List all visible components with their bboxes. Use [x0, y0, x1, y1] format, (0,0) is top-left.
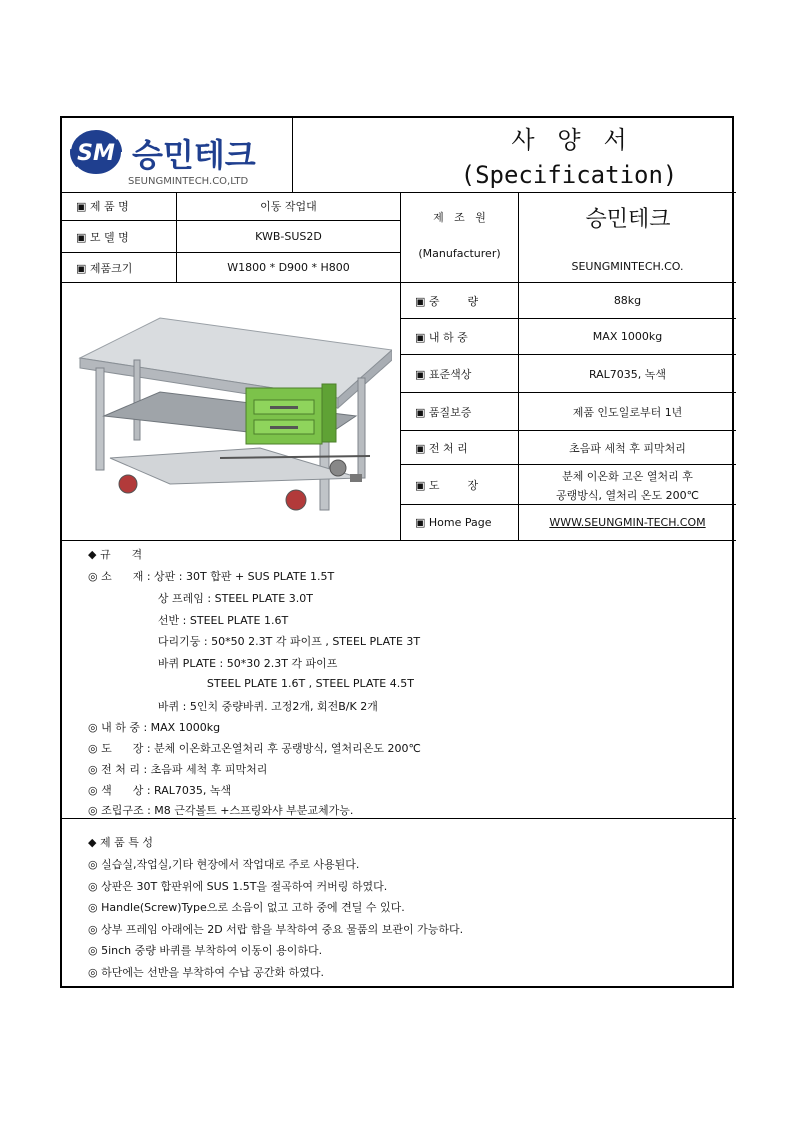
coating-value-line1: 분체 이온화 고온 열처리 후: [562, 469, 693, 483]
manufacturer-name-en: SEUNGMINTECH.CO.: [571, 259, 684, 273]
feature-line: ◎ 상판은 30T 합판위에 SUS 1.5T을 절곡하여 커버링 하였다.: [88, 880, 388, 893]
load-label: ▣ 내 하 중: [415, 330, 468, 344]
spec-line: 바퀴 PLATE : 50*30 2.3T 각 파이프: [88, 657, 338, 670]
feature-line: ◎ 상부 프레임 아래에는 2D 서랍 함을 부착하여 중요 물품의 보관이 가능하다.: [88, 923, 464, 936]
spec-line: 다리기둥 : 50*50 2.3T 각 파이프 , STEEL PLATE 3T: [88, 635, 421, 648]
coating-value-line2: 공랭방식, 열처리 온도 200℃: [556, 488, 699, 502]
spec-line: ◎ 소 재 : 상판 : 30T 합판 + SUS PLATE 1.5T: [88, 570, 335, 583]
pretreatment-value: 초음파 세척 후 피막처리: [569, 441, 686, 455]
feature-line: ◎ Handle(Screw)Type으로 소음이 없고 고하 중에 견딜 수 있다.: [88, 901, 405, 914]
rule: [62, 540, 736, 541]
product-name-value: 이동 작업대: [260, 200, 317, 213]
spec-line: ◎ 전 처 리 : 초음파 세척 후 피막처리: [88, 763, 268, 776]
specification-sheet: [60, 116, 734, 988]
warranty-label: ▣ 품질보증: [415, 405, 472, 419]
logo-english: SEUNGMINTECH.CO,LTD: [128, 176, 249, 187]
model-name-value: KWB-SUS2D: [255, 230, 322, 243]
spec-line: 상 프레임 : STEEL PLATE 3.0T: [88, 592, 313, 605]
logo-mark: SM: [77, 141, 115, 166]
logo-korean: 승민테크: [132, 136, 256, 174]
spec-line: 바퀴 : 5인치 중량바퀴. 고정2개, 회전B/K 2개: [88, 700, 378, 713]
title-english: (Specification): [460, 161, 678, 189]
workbench-illustration: [70, 288, 392, 534]
logo-graphic: [66, 122, 292, 192]
model-name-label: ▣ 모 델 명: [76, 230, 129, 244]
homepage-label: ▣ Home Page: [415, 516, 492, 529]
rule: [62, 818, 736, 819]
manufacturer-label-en: (Manufacturer): [418, 246, 501, 260]
spec-line: ◎ 조립구조 : M8 근각볼트 +스프링와샤 부분교체가능.: [88, 804, 354, 817]
product-image: [70, 288, 392, 534]
manufacturer-name: 승민테크: [585, 206, 671, 232]
homepage-link[interactable]: WWW.SEUNGMIN-TECH.COM: [549, 516, 706, 529]
spec-line: ◎ 내 하 중 : MAX 1000kg: [88, 721, 221, 734]
company-logo: [66, 122, 292, 192]
rule: [292, 118, 293, 192]
product-size-label: ▣ 제품크기: [76, 261, 133, 275]
spec-line: ◎ 도 장 : 분체 이온화고온열처리 후 공랭방식, 열처리온도 200℃: [88, 742, 421, 755]
weight-value: 88kg: [613, 294, 642, 307]
title-korean: 사 양 서: [511, 125, 627, 154]
pretreatment-label: ▣ 전 처 리: [415, 441, 468, 455]
manufacturer-label: 제 조 원: [433, 211, 486, 224]
feature-line: ◎ 하단에는 선반을 부착하여 수납 공간화 하였다.: [88, 966, 324, 979]
load-value: MAX 1000kg: [592, 330, 663, 343]
product-size-value: W1800 * D900 * H800: [227, 261, 350, 274]
spec-heading: ◆ 규 격: [88, 548, 143, 561]
spec-line: ◎ 색 상 : RAL7035, 녹색: [88, 784, 232, 797]
spec-line: STEEL PLATE 1.6T , STEEL PLATE 4.5T: [88, 677, 414, 690]
warranty-value: 제품 인도일로부터 1년: [572, 405, 683, 419]
color-label: ▣ 표준색상: [415, 367, 472, 381]
coating-label: ▣ 도 장: [415, 478, 479, 492]
features-heading: ◆ 제 품 특 성: [88, 836, 153, 849]
weight-label: ▣ 중 량: [415, 294, 479, 308]
feature-line: ◎ 실습실,작업실,기타 현장에서 작업대로 주로 사용된다.: [88, 858, 360, 871]
spec-line: 선반 : STEEL PLATE 1.6T: [88, 614, 289, 627]
feature-line: ◎ 5inch 중량 바퀴를 부착하여 이동이 용이하다.: [88, 944, 323, 957]
color-value: RAL7035, 녹색: [588, 367, 667, 381]
product-name-label: ▣ 제 품 명: [76, 200, 129, 213]
